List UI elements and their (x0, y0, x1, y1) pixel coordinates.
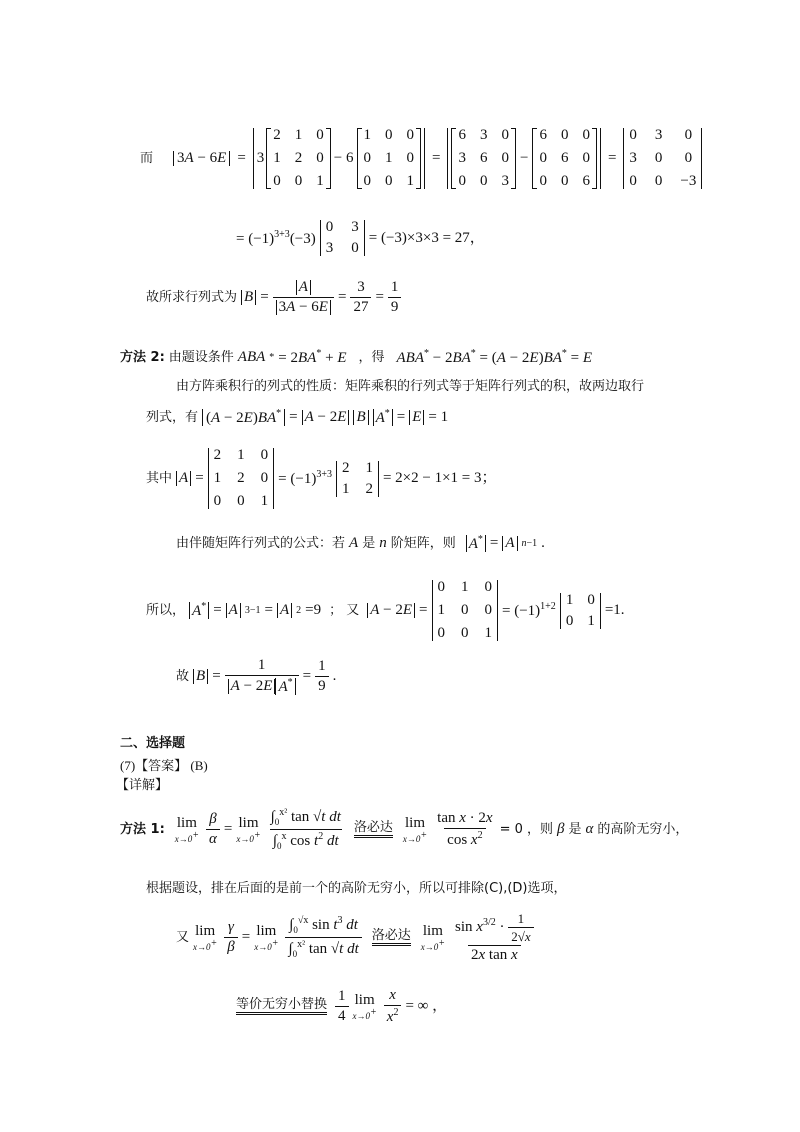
det-expression: 3 2 1 0 1 2 0 0 0 1 − 6 1 0 0 0 1 0 0 0 1 (253, 128, 425, 189)
method2-adjoint: 由伴随矩阵行列式的公式：若 A 是 n 阶矩阵，则 A* = A n−1 . (176, 534, 545, 552)
det-2x2: 0 3 3 0 (320, 220, 365, 256)
equation-line-1: 而 3A − 6E = 3 2 1 0 1 2 0 0 0 1 − 6 1 0 0 0 1 0 0 0 1 = 6 3 0 3 6 0 0 0 3 − 6 0 0 0 6 0 0 0 6 = 0 3 0 3 0 0 0 0 −3 (140, 128, 702, 189)
matrix-6E: 6 0 0 0 6 0 0 0 6 (532, 128, 597, 189)
detail-label: 【详解】 (116, 778, 169, 793)
line3-lead: 故所求行列式为 (146, 290, 238, 306)
para-line: 根据题设，排在后面的是前一个的高阶无穷小，所以可排除(C),(D)选项， (146, 881, 567, 896)
method2-label: 方法 2: (120, 350, 165, 365)
matrix-A: 2 1 0 1 2 0 0 0 1 (266, 128, 331, 189)
det-A: 2 1 0 1 2 0 0 0 1 (208, 448, 275, 509)
matrix-E: 1 0 0 0 1 0 0 0 1 (357, 128, 422, 189)
line2-tail: = (−3)×3×3 = 27， (368, 229, 485, 246)
det-3A-6E: 3A − 6E (173, 151, 230, 166)
det-result: 0 3 0 3 0 0 0 0 −3 (623, 128, 702, 189)
answer-line: (7)【答案】 (B) (120, 758, 208, 773)
equation-line-3: 故所求行列式为 B = $\frac{A}{3A - 6E}$ = $\frac{3}{27}$ = $\frac{1}{9}$ (146, 280, 401, 315)
method2-gu: 故 B = $\frac{1}{A - 2E A^*}$ = $\frac{1}{9}$ . (176, 657, 337, 695)
det-difference: 6 3 0 3 6 0 0 0 3 − 6 0 0 0 6 0 0 0 6 (447, 128, 600, 189)
method2-det-line: 列式，有 (A − 2E)BA* = A − 2E B A* = E = 1 (146, 408, 449, 426)
method2-property: 由方阵乘积行的列式的性质：矩阵乘积的行列式等于矩阵行列式的积，故两边取行 (176, 379, 645, 394)
fraction-B: $\frac{A}{3A - 6E}$ (273, 280, 334, 315)
method2-suoyi: 所以， A* = A 3−1 = A 2 =9 ； 又 A − 2E = 0 1 0 1 0 0 0 0 1 = $(-1)^{1+2}$ 1 0 0 1 =1. (146, 579, 625, 641)
method2-qizhong: 其中 A = 2 1 0 1 2 0 0 0 1 = $(-1)^{3+3}$ 2 1 1 2 = 2×2 − 1×1 = 3； (146, 447, 497, 509)
method2-line: 方法 2: 由题设条件 ABA * = 2BA* + E ，得 ABA* − 2BA* = (A − 2E)BA* = E (120, 348, 593, 366)
det-A-2E: 0 1 0 1 0 0 0 0 1 (432, 580, 499, 641)
matrix-3A: 6 3 0 3 6 0 0 0 3 (451, 128, 516, 189)
text-er: 而 (140, 151, 154, 166)
section-title: 二、选择题 (120, 736, 186, 751)
method1-line: 方法 1: lim x→0+ $\frac{\beta}{\alpha}$ = lim x→0+ $\frac{\int_0^{x^2} \tan √t dt}{\int_0^x \cos t^2 dt}$ 洛必达 lim x→0+ $\frac{\text{tan x · 2x}}{\cos x^2}$ = 0 ，则 β 是 α 的高阶无穷小， (120, 807, 689, 851)
you-line: 又 lim x→0+ $\frac{\gamma}{\beta}$ = lim x→0+ $\frac{\int_0^{√x} \sin t^3 dt}{\int_0^{x^2} \tan √t dt}$ 洛必达 lim x→0+ $\sin x^{3/2}$ · $\frac{1}{2√x}$ 2x tan x (176, 912, 537, 963)
equation-line-2: = $(-1)^{3+3}(-3)$ 0 3 3 0 = (−3)×3×3 = 27， (236, 219, 485, 256)
equiv-line: 等价无穷小替换 $\frac{1}{4}$ lim x→0+ $\frac{x}{x^2}$ = ∞ ， (236, 987, 448, 1025)
equals: = (237, 150, 246, 166)
